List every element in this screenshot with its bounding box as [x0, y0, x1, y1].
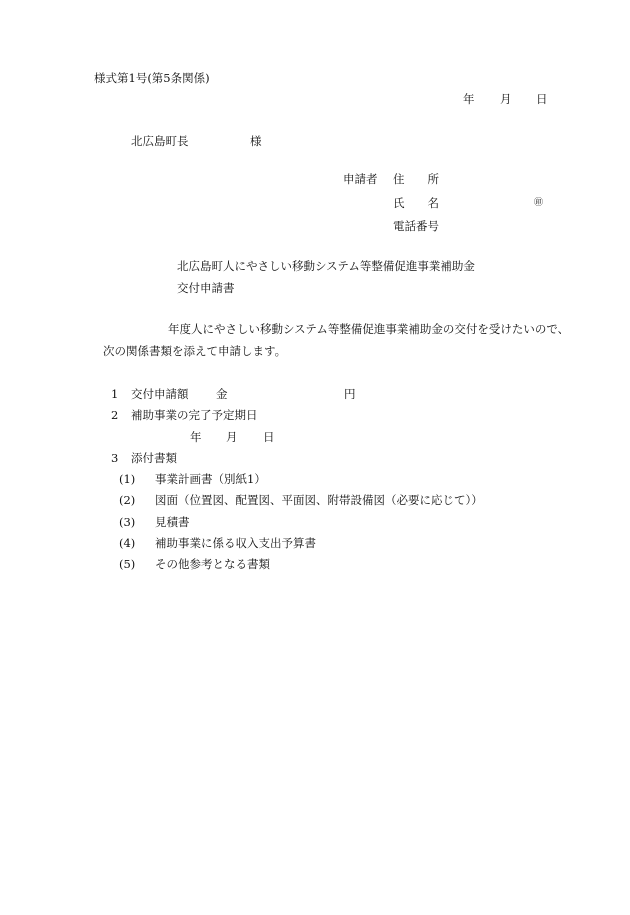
seal-mark: ㊞ — [534, 198, 544, 208]
attachment-text: 見積書 — [155, 515, 190, 529]
item-1-prefix: 金 — [216, 387, 228, 401]
address-label: 住 所 — [393, 172, 439, 186]
attachment-text: 図面（位置図、配置図、平面図、附帯設備図（必要に応じて）） — [155, 493, 483, 507]
date-month: 月 — [500, 92, 512, 106]
item-3-label: 添付書類 — [131, 451, 177, 465]
addressee-name: 北広島町長 — [131, 134, 189, 148]
item-2-day: 日 — [263, 430, 275, 444]
item-1-number: 1 — [111, 387, 119, 401]
attachment-number: (5) — [119, 557, 136, 571]
item-1-label: 交付申請額 — [131, 387, 189, 401]
attachment-number: (1) — [119, 472, 136, 486]
item-2-month: 月 — [226, 430, 238, 444]
attachment-number: (2) — [119, 493, 136, 507]
date-year: 年 — [463, 92, 475, 106]
name-label: 氏 名 — [393, 196, 439, 210]
body-line-2: 次の関係書類を添えて申請します。 — [103, 344, 287, 358]
addressee-honorific: 様 — [250, 134, 262, 148]
body-line-1: 年度人にやさしい移動システム等整備促進事業補助金の交付を受けたいので、 — [168, 322, 570, 336]
attachment-number: (3) — [119, 515, 136, 529]
title-line-1: 北広島町人にやさしい移動システム等整備促進事業補助金 — [177, 259, 475, 273]
item-2-year: 年 — [190, 430, 202, 444]
form-number: 様式第1号(第5条関係) — [94, 71, 210, 85]
attachment-number: (4) — [119, 536, 136, 550]
attachment-text: その他参考となる書類 — [155, 557, 270, 571]
date-day: 日 — [536, 92, 548, 106]
attachment-text: 補助事業に係る収入支出予算書 — [155, 536, 316, 550]
item-2-label: 補助事業の完了予定期日 — [131, 408, 258, 422]
phone-label: 電話番号 — [393, 219, 439, 233]
item-1-unit: 円 — [344, 387, 356, 401]
item-2-number: 2 — [111, 408, 119, 422]
attachment-text: 事業計画書（別紙1） — [155, 472, 266, 486]
applicant-label: 申請者 — [343, 172, 378, 186]
title-line-2: 交付申請書 — [177, 281, 235, 295]
item-3-number: 3 — [111, 451, 119, 465]
